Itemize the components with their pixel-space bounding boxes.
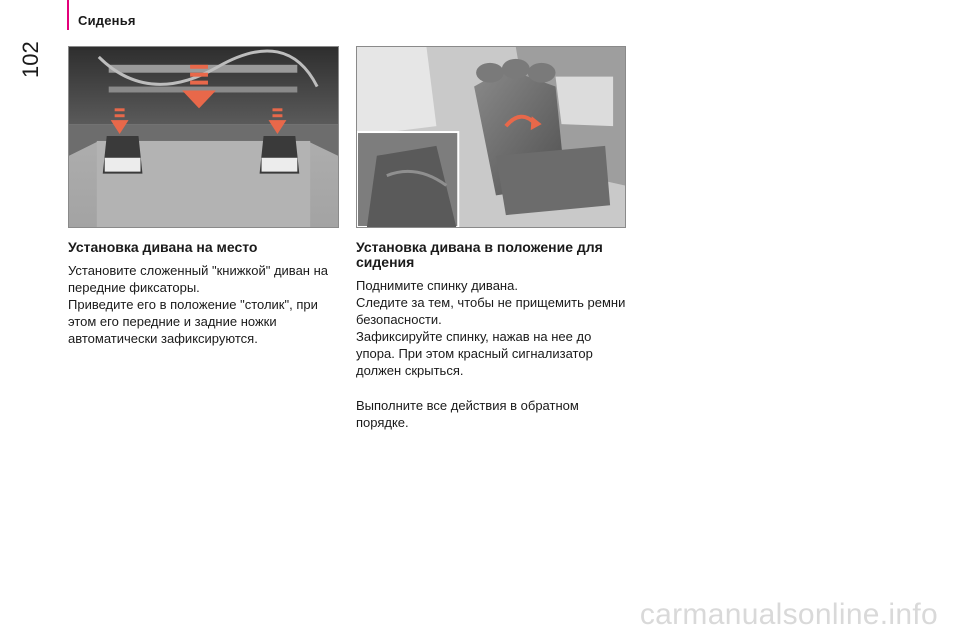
- heading-seating-position: Установка дивана в положение для сидения: [356, 239, 603, 270]
- section-accent-bar: [67, 0, 69, 30]
- paragraph: Зафиксируйте спинку, нажав на нее до упора. При этом красный сигнализатор должен скрыться.: [356, 329, 593, 378]
- figure-rear-bench: [356, 46, 626, 228]
- heading-install-bench: Установка дивана на место: [68, 239, 258, 255]
- rear-bench-raise-illustration: [357, 47, 625, 227]
- paragraph-reverse-order: Выполните все действия в обратном порядке.: [356, 398, 579, 430]
- page-number: 102: [18, 41, 43, 79]
- watermark: carmanualsonline.info: [639, 598, 938, 631]
- seat-fold-rails-illustration: [69, 47, 338, 227]
- section-title: Сиденья: [78, 13, 136, 28]
- figure-seat-rails: [68, 46, 339, 228]
- paragraph: Установите сложенный "книжкой" диван на передние фиксаторы.: [68, 263, 328, 295]
- paragraph: Следите за тем, чтобы не прищемить ремни безопасности.: [356, 295, 626, 327]
- paragraph: Поднимите спинку дивана.: [356, 278, 518, 293]
- left-column: [68, 240, 342, 347]
- right-column: [356, 240, 631, 431]
- paragraph: Приведите его в положение "столик", при этом его передние и задние ножки автоматически зафиксируются.: [68, 297, 318, 346]
